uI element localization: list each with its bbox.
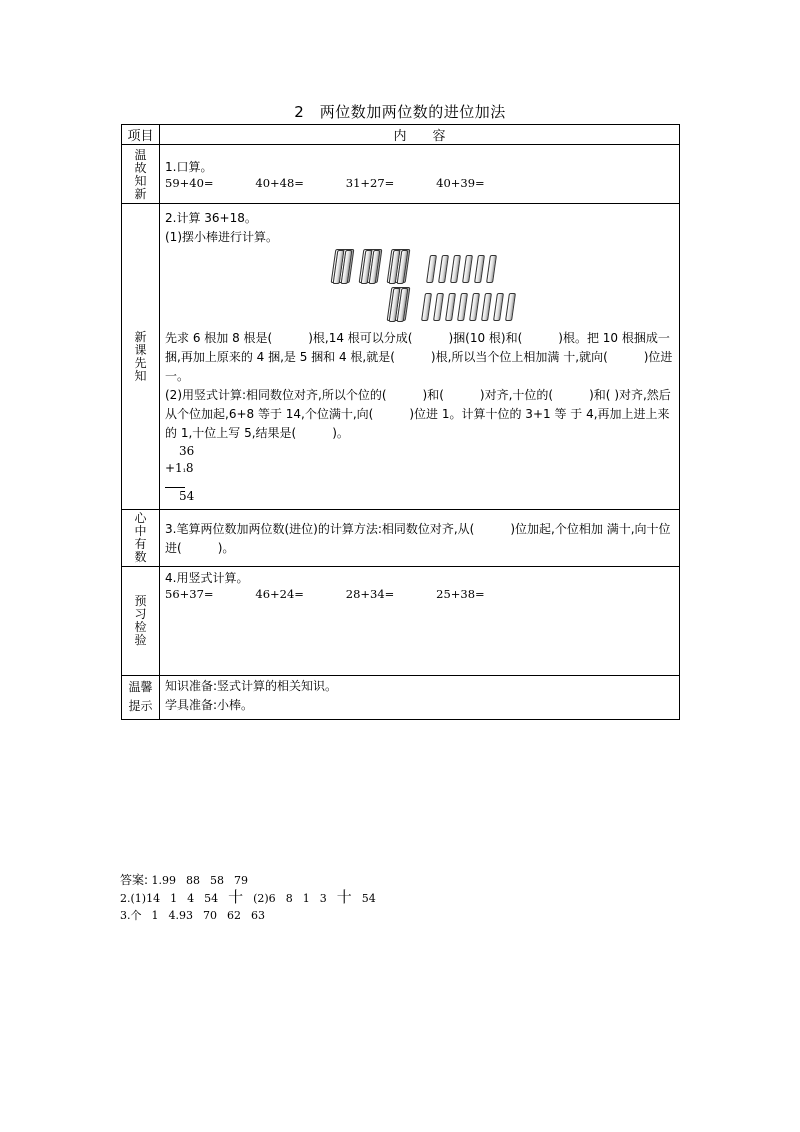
stick-bundle-icon (389, 249, 409, 283)
section-label-preview: 预 习 检 验 (122, 567, 160, 676)
question-2-title: 2.计算 36+18。 (165, 211, 257, 225)
stick-bundle-icon (361, 249, 381, 283)
section-label-tips: 温馨 提示 (122, 676, 160, 720)
lesson-table (121, 124, 680, 720)
answer-key: 答案: 1.99 88 58 79 2.(1)14 1 4 54 十 (2)6 8 1 3 十 54 3.个 1 4.93 70 62 63 (120, 873, 376, 922)
paragraph-2: (2)用竖式计算:相同数位对齐,所以个位的( )和( )对齐,十位的( )和( )对齐,然后从个位加起,6+8 等于 14,个位满十,向( )位进 1。计算十位的 3+1 等 于 4,再加上进上来的 1,十位上写 5,结果是( )。 (165, 388, 671, 440)
new-content (160, 204, 680, 510)
vertical-calculation: 36 +1₁8 54 (165, 444, 195, 503)
page-title: 2 两位数加两位数的进位加法 (294, 103, 506, 121)
tips-content (160, 676, 680, 720)
heart-content (160, 510, 680, 567)
equation: 46+24= (255, 587, 304, 601)
section-label-review: 温 故 知 新 (122, 145, 160, 204)
section-label-new: 新 课 先 知 (122, 204, 160, 510)
equation: 56+37= (165, 587, 214, 601)
sub-question-1: (1)摆小棒进行计算。 (165, 230, 278, 244)
equation: 31+27= (345, 176, 395, 190)
question-3: 3.笔算两位数加两位数(进位)的计算方法:相同数位对齐,从( )位加起,个位相加 满十,向十位进( )。 (165, 522, 671, 555)
stick-bundle-icon (333, 249, 353, 283)
equation: 40+39= (436, 176, 485, 190)
header-item: 项目 (122, 125, 160, 145)
question-4-title: 4.用竖式计算。 (165, 571, 249, 585)
paragraph-1: 先求 6 根加 8 根是( )根,14 根可以分成( )捆(10 根)和( )根。把 10 根捆成一捆,再加上原来的 4 捆,是 5 捆和 4 根,就是( )根,所以当个位上相加满 十,就向( )位进一。 (165, 331, 673, 383)
header-content: 内 容 (160, 125, 680, 145)
sticks-illustration (165, 247, 673, 337)
stick-bundle-icon (389, 287, 409, 321)
equation: 40+48= (255, 176, 304, 190)
review-content (160, 145, 680, 204)
equation: 25+38= (436, 587, 485, 601)
equation: 59+40= (165, 176, 214, 190)
section-label-heart: 心 中 有 数 (122, 510, 160, 567)
equation: 28+34= (345, 587, 395, 601)
question-1-title: 1.口算。 (165, 160, 213, 174)
tips-line-1: 知识准备:竖式计算的相关知识。 (165, 679, 338, 693)
answer-label: 答案: (120, 873, 149, 887)
preview-content (160, 567, 680, 676)
tips-line-2: 学具准备:小棒。 (165, 698, 254, 712)
